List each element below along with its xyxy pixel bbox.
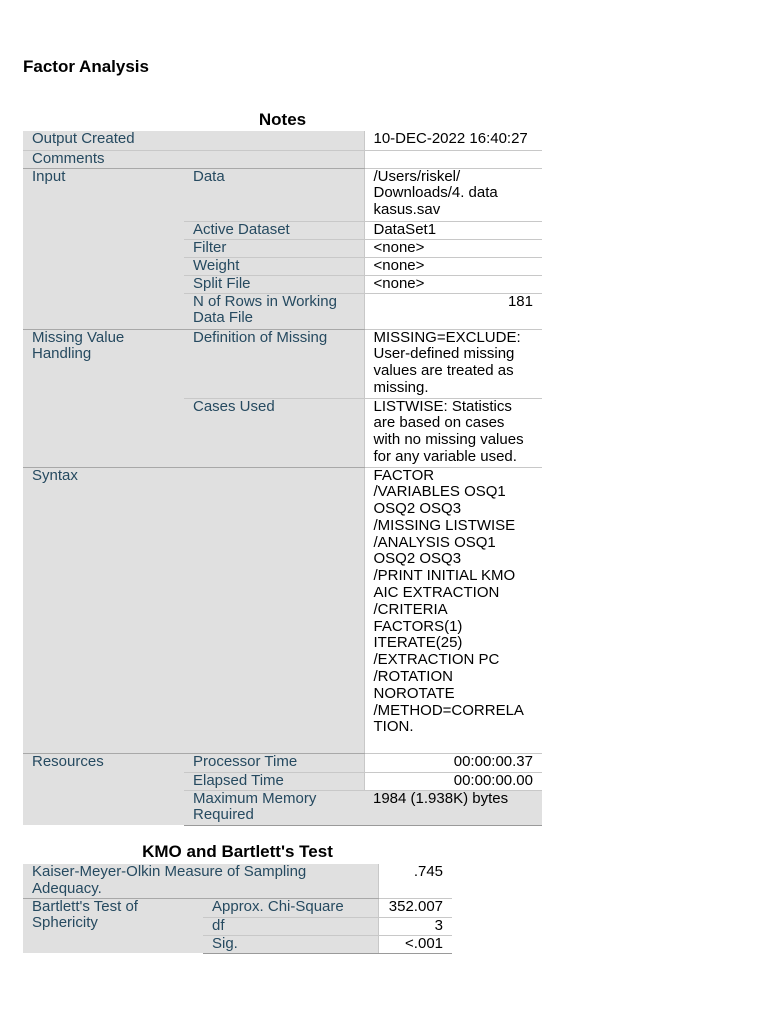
syntax-label: Syntax	[23, 467, 364, 753]
elapsed-time-label: Elapsed Time	[184, 772, 364, 790]
comments-label: Comments	[23, 150, 364, 168]
kmo-measure-label: Kaiser-Meyer-Olkin Measure of Sampling Adequacy.	[23, 864, 378, 898]
cases-used-value: LISTWISE: Statistics are based on cases with no missing values for any variable used.	[364, 398, 542, 467]
resources-label: Resources	[23, 753, 184, 825]
syntax-value: FACTOR /VARIABLES OSQ1 OSQ2 OSQ3 /MISSING LISTWISE /ANALYSIS OSQ1 OSQ2 OSQ3 /PRINT INITIAL KMO AIC EXTRACTION /CRITERIA FACTORS(1) ITERATE(25) /EXTRACTION PC /ROTATION NOROTATE /METHOD=CORRELA TION.	[364, 467, 542, 753]
sig-value: <.001	[378, 935, 452, 953]
kmo-table-title: KMO and Bartlett's Test	[142, 842, 333, 861]
weight-label: Weight	[184, 257, 364, 275]
definition-of-missing-label: Definition of Missing	[184, 329, 364, 398]
notes-table	[23, 131, 542, 826]
data-value: /Users/riskel/ Downloads/4. data kasus.sav	[364, 168, 542, 221]
data-label: Data	[184, 168, 364, 221]
output-created-value: 10-DEC-2022 16:40:27	[364, 131, 542, 150]
elapsed-time-value: 00:00:00.00	[364, 772, 542, 790]
chi-square-value: 352.007	[378, 898, 452, 917]
cases-used-label: Cases Used	[184, 398, 364, 467]
missing-value-handling-label: Missing Value Handling	[23, 329, 184, 467]
df-label: df	[203, 917, 378, 935]
df-value: 3	[378, 917, 452, 935]
weight-value: <none>	[364, 257, 542, 275]
chi-square-label: Approx. Chi-Square	[203, 898, 378, 917]
split-file-label: Split File	[184, 275, 364, 293]
kmo-bartlett-table	[23, 864, 452, 954]
filter-label: Filter	[184, 239, 364, 257]
definition-of-missing-value: MISSING=EXCLUDE: User-defined missing values are treated as missing.	[364, 329, 542, 398]
bartlett-test-label: Bartlett's Test of Sphericity	[23, 898, 203, 953]
maximum-memory-value: 1984 (1.938K) bytes	[364, 790, 542, 825]
active-dataset-label: Active Dataset	[184, 221, 364, 239]
sig-label: Sig.	[203, 935, 378, 953]
active-dataset-value: DataSet1	[364, 221, 542, 239]
n-rows-label: N of Rows in Working Data File	[184, 293, 364, 329]
kmo-measure-value: .745	[378, 864, 452, 898]
page-heading: Factor Analysis	[23, 57, 149, 76]
split-file-value: <none>	[364, 275, 542, 293]
filter-value: <none>	[364, 239, 542, 257]
processor-time-value: 00:00:00.37	[364, 753, 542, 772]
input-label: Input	[23, 168, 184, 329]
n-rows-value: 181	[364, 293, 542, 329]
processor-time-label: Processor Time	[184, 753, 364, 772]
notes-table-title: Notes	[258, 110, 307, 129]
output-created-label: Output Created	[23, 131, 364, 150]
maximum-memory-label: Maximum Memory Required	[184, 790, 364, 825]
comments-value	[364, 150, 542, 168]
